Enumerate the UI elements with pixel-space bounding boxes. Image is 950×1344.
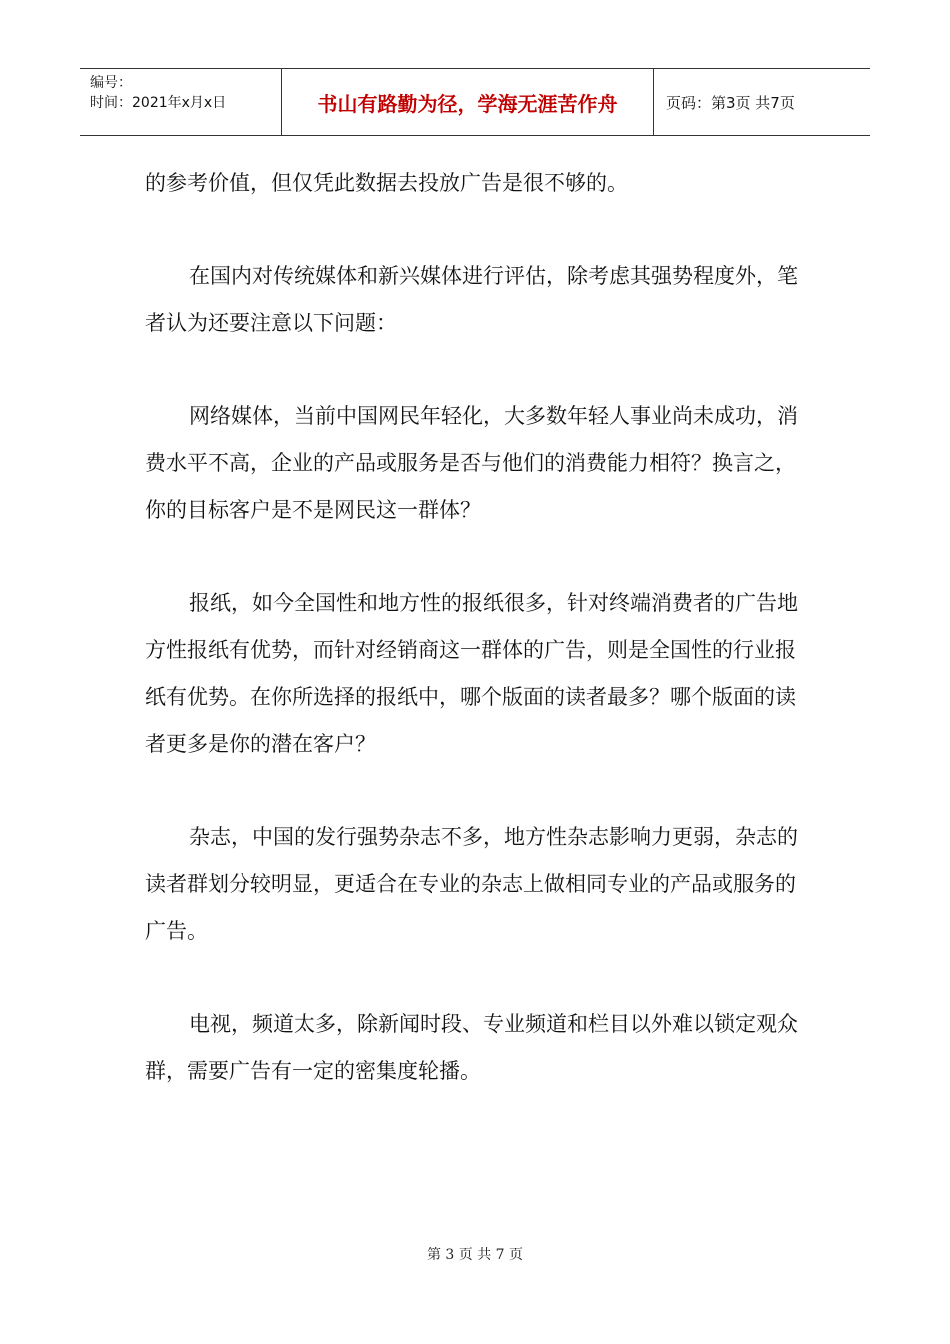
paragraph-television: 电视，频道太多，除新闻时段、专业频道和栏目以外难以锁定观众群，需要广告有一定的密集度轮播。 [145, 1012, 798, 1083]
header-motto: 书山有路勤为径，学海无涯苦作舟 [282, 69, 654, 135]
paragraph-magazine: 杂志，中国的发行强势杂志不多，地方性杂志影响力更弱，杂志的读者群划分较明显，更适合在专业的杂志上做相同专业的产品或服务的广告。 [145, 825, 798, 943]
page-header [80, 68, 870, 136]
paragraph-internet-media: 网络媒体，当前中国网民年轻化，大多数年轻人事业尚未成功，消费水平不高，企业的产品或服务是否与他们的消费能力相符？换言之，你的目标客户是不是网民这一群体？ [145, 404, 798, 522]
page-footer: 第 3 页 共 7 页 [426, 1247, 524, 1263]
header-meta [80, 69, 282, 135]
header-page-info: 页码：第3页 共7页 [666, 93, 795, 112]
paragraph-newspaper: 报纸，如今全国性和地方性的报纸很多，针对终端消费者的广告地方性报纸有优势，而针对经销商这一群体的广告，则是全国性的行业报纸有优势。在你所选择的报纸中，哪个版面的读者最多？哪个版面的读者更多是你的潜在客户？ [145, 591, 798, 756]
paragraph-intro: 在国内对传统媒体和新兴媒体进行评估，除考虑其强势程度外，笔者认为还要注意以下问题： [145, 264, 798, 335]
header-number-label: 编号： [90, 75, 132, 91]
document-body [145, 160, 815, 1095]
header-date: 时间：2021年x月x日 [90, 95, 227, 111]
paragraph-continued: 的参考价值，但仅凭此数据去投放广告是很不够的。 [145, 171, 628, 195]
